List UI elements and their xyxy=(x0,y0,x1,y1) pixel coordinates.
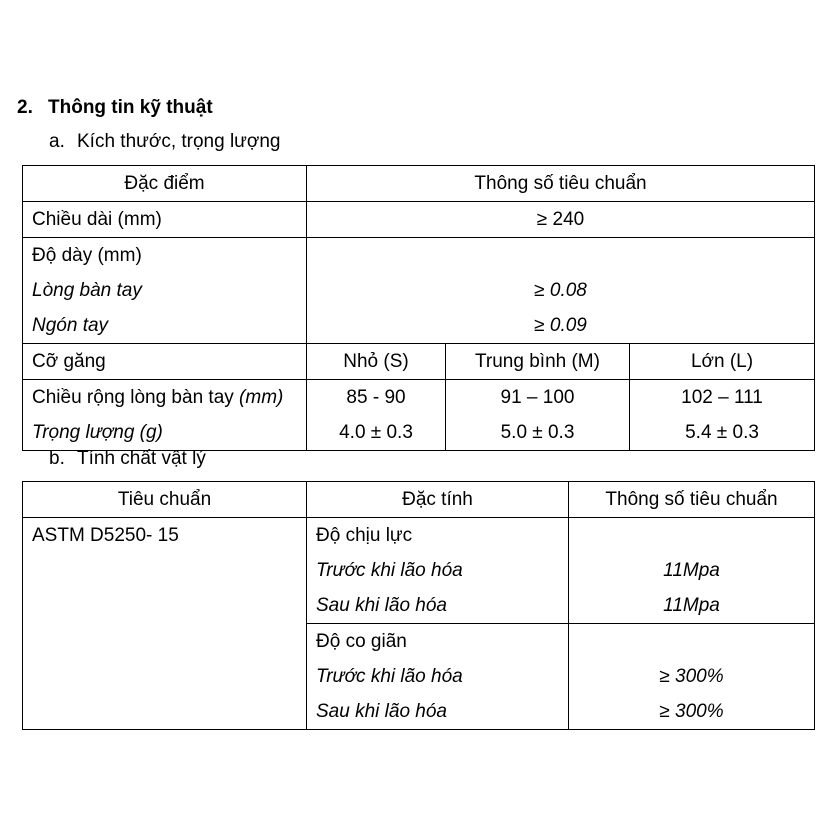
palm-width-large: 102 – 111 xyxy=(681,387,763,408)
header-property: Đặc tính xyxy=(402,489,473,510)
elongation-before-label: Trước khi lão hóa xyxy=(316,666,463,687)
table-row xyxy=(23,166,815,202)
table-row xyxy=(23,202,815,238)
header-spec: Thông số tiêu chuẩn xyxy=(605,489,778,510)
palm-width-medium: 91 – 100 xyxy=(500,387,575,408)
table-row xyxy=(23,344,815,380)
table-cell xyxy=(23,518,307,730)
thickness-finger-value: ≥ 0.09 xyxy=(534,315,587,336)
subsection-a-title: Kích thước, trọng lượng xyxy=(77,131,281,152)
table-cell xyxy=(630,380,815,451)
table-cell xyxy=(446,344,630,380)
size-medium: Trung bình (M) xyxy=(475,351,600,372)
palm-width-small: 85 - 90 xyxy=(346,387,406,408)
tensile-after-label: Sau khi lão hóa xyxy=(316,595,447,616)
subsection-a-letter: a. xyxy=(49,131,65,152)
section-heading xyxy=(17,97,213,119)
thickness-finger-label: Ngón tay xyxy=(32,315,109,336)
tensile-before-label: Trước khi lão hóa xyxy=(316,560,463,581)
tensile-after-value: 11Mpa xyxy=(663,595,720,616)
table-cell xyxy=(23,344,307,380)
table-row xyxy=(23,380,815,451)
table-row xyxy=(23,482,815,518)
table-cell xyxy=(307,518,569,624)
thickness-palm-label: Lòng bàn tay xyxy=(32,280,142,301)
subsection-b-heading xyxy=(49,448,206,470)
thickness-label: Độ dày (mm) xyxy=(32,245,142,266)
palm-width-row-label xyxy=(23,380,306,415)
table-cell xyxy=(23,380,307,451)
table-cell xyxy=(569,518,815,624)
tensile-before-value: 11Mpa xyxy=(663,560,720,581)
length-label: Chiều dài (mm) xyxy=(32,209,162,230)
table-cell xyxy=(307,624,569,730)
size-weight-table xyxy=(22,165,815,451)
table-cell xyxy=(446,380,630,451)
elongation-after-label: Sau khi lão hóa xyxy=(316,701,447,722)
header-feature: Đặc điểm xyxy=(124,173,205,194)
table-header-cell xyxy=(569,482,815,518)
elongation-before-value: ≥ 300% xyxy=(659,666,724,687)
table-header-cell xyxy=(307,166,815,202)
table-cell xyxy=(307,344,446,380)
spacer-line xyxy=(569,624,814,659)
subsection-a-heading xyxy=(49,131,281,153)
table-header-cell xyxy=(307,482,569,518)
table-cell xyxy=(569,624,815,730)
tensile-label: Độ chịu lực xyxy=(316,525,413,546)
size-label: Cỡ găng xyxy=(32,351,106,372)
table-header-cell xyxy=(23,482,307,518)
physical-properties-table xyxy=(22,481,815,730)
header-standard: Tiêu chuẩn xyxy=(117,489,212,510)
table-cell xyxy=(630,344,815,380)
subsection-b-letter: b. xyxy=(49,448,65,469)
table-row xyxy=(23,518,815,624)
size-large: Lớn (L) xyxy=(690,351,754,372)
size-small: Nhỏ (S) xyxy=(343,351,409,372)
elongation-after-value: ≥ 300% xyxy=(659,701,724,722)
weight-medium: 5.0 ± 0.3 xyxy=(500,422,575,443)
palm-width-label: Chiều rộng lòng bàn tay xyxy=(32,387,234,408)
weight-label: Trọng lượng (g) xyxy=(32,422,163,443)
section-title: Thông tin kỹ thuật xyxy=(48,97,213,118)
spacer-line xyxy=(307,238,814,273)
table-cell xyxy=(307,380,446,451)
table-cell xyxy=(23,202,307,238)
table-cell xyxy=(307,202,815,238)
table-row xyxy=(23,238,815,344)
header-spec: Thông số tiêu chuẩn xyxy=(474,173,647,194)
table-header-cell xyxy=(23,166,307,202)
weight-small: 4.0 ± 0.3 xyxy=(339,422,413,443)
palm-width-unit: (mm) xyxy=(239,387,284,408)
length-value: ≥ 240 xyxy=(536,209,585,230)
spacer-line xyxy=(569,518,814,553)
table-cell xyxy=(307,238,815,344)
elongation-label: Độ co giãn xyxy=(316,631,407,652)
subsection-b-title: Tính chất vật lý xyxy=(77,448,206,469)
table-cell xyxy=(23,238,307,344)
thickness-palm-value: ≥ 0.08 xyxy=(534,280,587,301)
standard-value: ASTM D5250- 15 xyxy=(32,525,179,546)
section-number: 2. xyxy=(17,97,33,118)
weight-large: 5.4 ± 0.3 xyxy=(685,422,759,443)
